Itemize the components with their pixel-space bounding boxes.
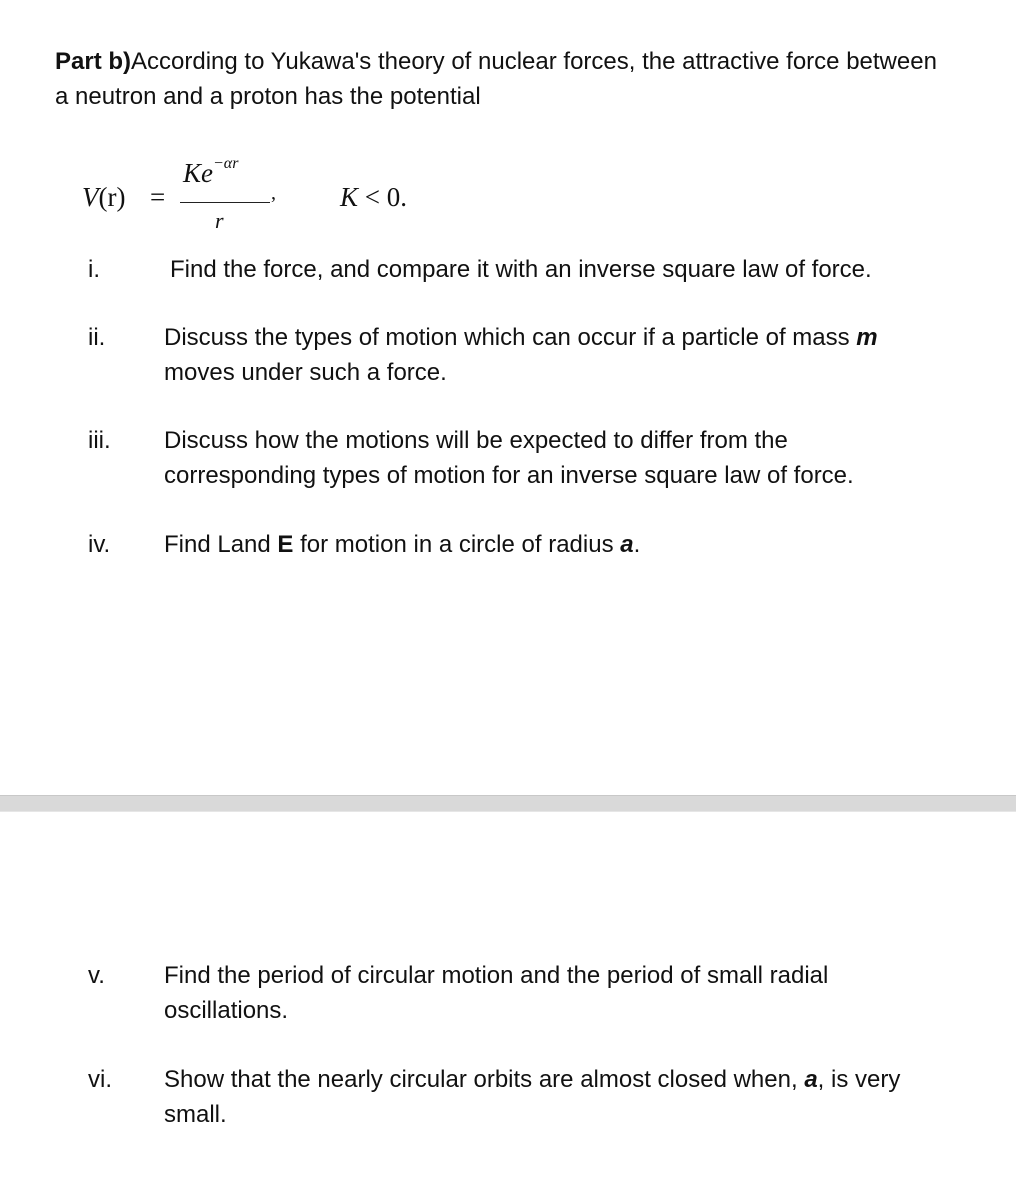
radius-symbol: a xyxy=(620,531,634,558)
item-text xyxy=(170,252,970,287)
item-number: ii. xyxy=(88,324,106,351)
page-bottom xyxy=(0,812,1016,1182)
formula-exponent: −αr xyxy=(213,155,239,172)
item-text-part: moves under such a force. xyxy=(164,359,447,386)
formula-denominator: r xyxy=(215,208,224,233)
item-text-part: Find the period of circular motion and the period of small radial oscillations. xyxy=(164,962,829,1024)
fraction-bar xyxy=(180,202,270,203)
item-text-part: Discuss how the motions will be expected to differ from the corresponding types of motion for an inverse square law of force. xyxy=(164,427,854,489)
item-text-part: Find Land xyxy=(164,531,278,558)
item-text xyxy=(164,527,964,562)
item-text xyxy=(164,320,944,390)
formula-condition xyxy=(340,182,407,213)
item-number: i. xyxy=(88,256,100,283)
item-text-part: Show that the nearly circular orbits are almost closed when, xyxy=(164,1066,805,1093)
part-label: Part b) xyxy=(55,48,132,75)
formula-lhs xyxy=(82,182,125,213)
item-number: iv. xyxy=(88,531,111,558)
item-text-part: . xyxy=(633,531,641,558)
yukawa-potential-formula xyxy=(82,154,502,244)
item-text xyxy=(164,423,924,493)
energy-symbol: E xyxy=(277,531,294,558)
item-number: iii. xyxy=(88,427,111,454)
item-text xyxy=(164,1062,964,1132)
alpha-symbol: a xyxy=(804,1066,818,1093)
item-number: v. xyxy=(88,962,105,989)
item-text-part: Find the force, and compare it with an inverse square law of force. xyxy=(170,256,872,283)
formula-numerator-base: Ke xyxy=(183,158,213,188)
formula-numerator xyxy=(183,155,239,189)
condition-var: K xyxy=(340,182,359,212)
page-separator xyxy=(0,795,1016,812)
intro-text: According to Yukawa's theory of nuclear forces, the attractive force between a neutron and a proton has the potential xyxy=(55,48,937,110)
condition-rest: < 0. xyxy=(358,182,407,212)
formula-v: V xyxy=(82,182,99,212)
item-text-part: for motion in a circle of radius xyxy=(293,531,621,558)
mass-symbol: m xyxy=(856,324,878,351)
formula-arg: (r) xyxy=(98,182,126,212)
item-text xyxy=(164,958,924,1028)
formula-comma: , xyxy=(271,182,276,204)
item-text-part: Discuss the types of motion which can occur if a particle of mass xyxy=(164,324,857,351)
item-text-part: , is very small. xyxy=(164,1066,901,1128)
formula-equals: = xyxy=(150,182,166,212)
intro-paragraph xyxy=(55,44,955,114)
item-number: vi. xyxy=(88,1066,112,1093)
